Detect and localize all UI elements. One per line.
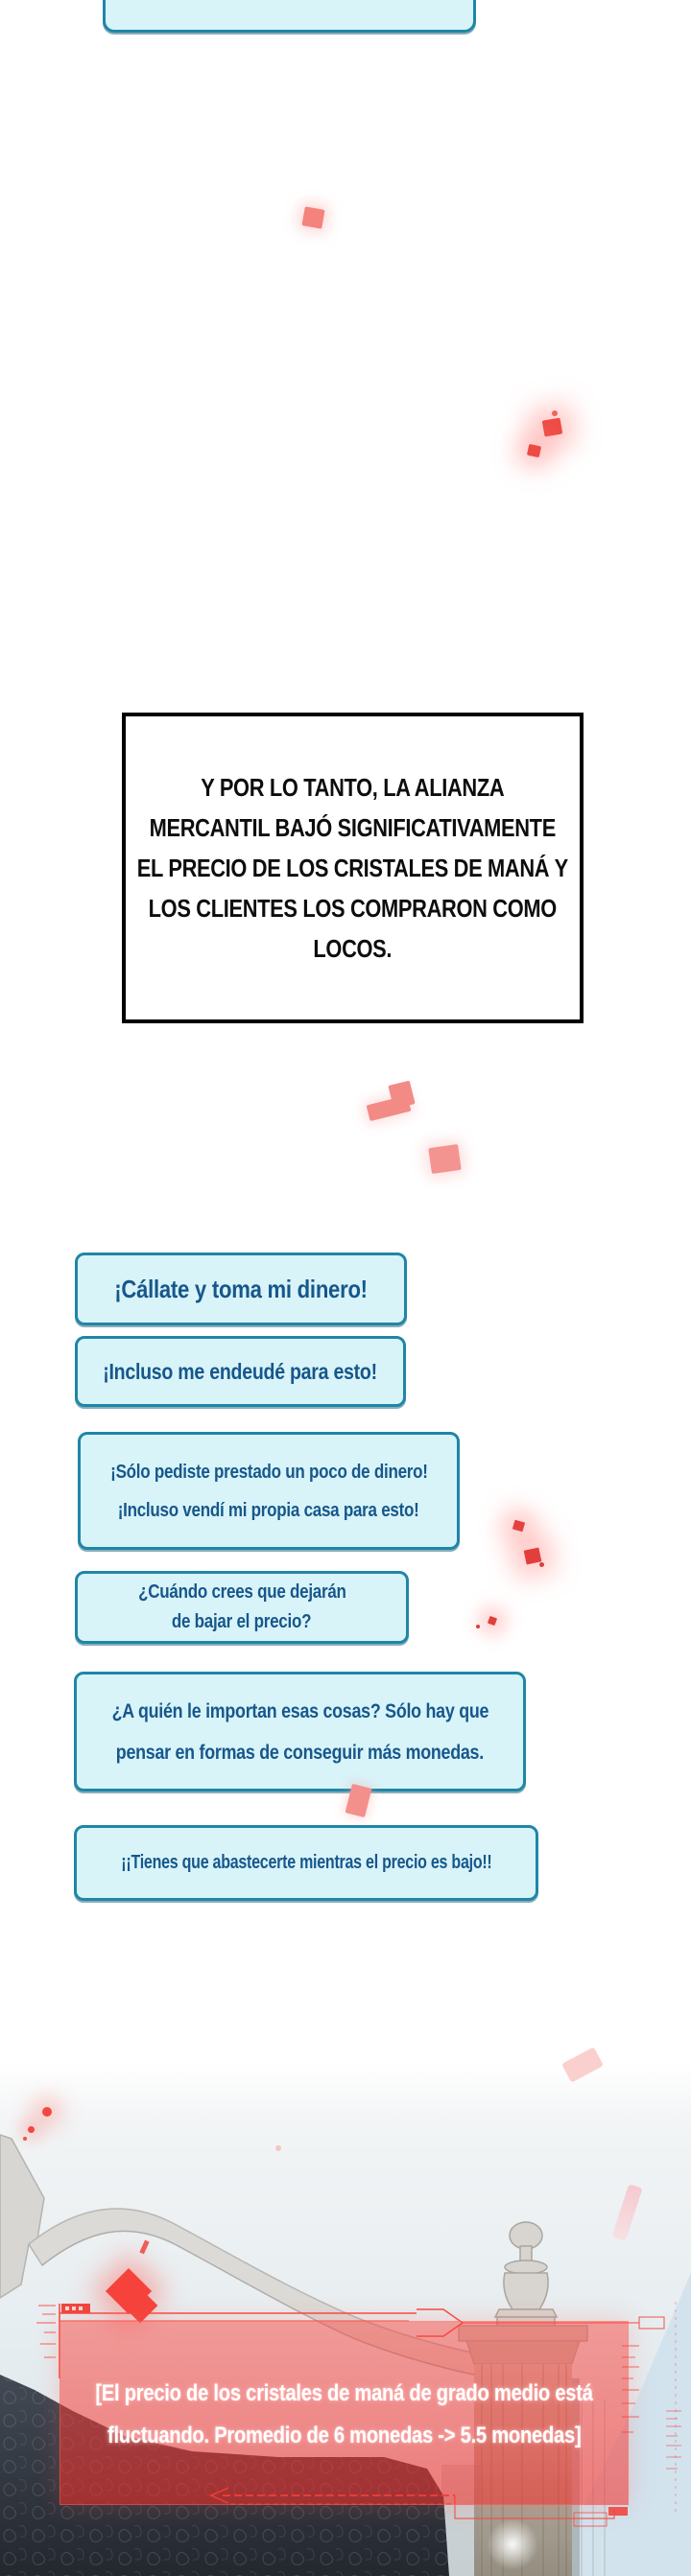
mana-shard-particle <box>552 410 558 416</box>
mana-shard-particle <box>301 206 324 228</box>
speech-text: ¿A quién le importan esas cosas? Sólo hay que <box>111 1699 488 1722</box>
system-message-panel <box>60 2321 629 2505</box>
speech-text: ¿Cuándo crees que dejarán <box>137 1581 346 1603</box>
speech-text: de bajar el precio? <box>172 1611 312 1632</box>
bedroom-scene <box>0 2062 691 2576</box>
narration-text: Y POR LO TANTO, LA ALIANZA MERCANTIL BAJÓ SIGNIFICATIVAMENTE EL PRECIO DE LOS CRISTALES DE MANÁ Y LOS CLIENTES LOS COMPRARON COMO LOCOS. <box>136 773 569 963</box>
mana-shard-particle <box>512 1520 525 1533</box>
mana-shard-particle <box>524 1548 542 1565</box>
speech-text: ¡Cállate y toma mi dinero! <box>114 1274 368 1303</box>
mana-shard-particle <box>428 1144 461 1174</box>
speech-bubble <box>74 1825 538 1901</box>
speech-text: ¡Sólo pediste prestado un poco de dinero! <box>109 1461 428 1483</box>
narration-box <box>122 713 584 1023</box>
mana-glow-particle <box>42 2107 52 2117</box>
mana-shard-particle <box>388 1081 415 1110</box>
mana-shard-particle <box>476 1625 480 1628</box>
system-message-text: [El precio de los cristales de maná de grado medio está fluctuando. Promedio de 6 monedas -> 5.5 monedas] <box>95 2380 593 2448</box>
mana-shard-particle <box>542 417 563 436</box>
speech-bubble <box>75 1336 406 1407</box>
headboard-post <box>0 2135 44 2298</box>
speech-bubble <box>75 1571 409 1644</box>
mana-shard-particle <box>527 444 541 457</box>
speech-text: ¡¡Tienes que abastecerte mientras el precio es bajo!! <box>120 1852 492 1873</box>
light-glow <box>485 2517 540 2572</box>
mana-shard-particle <box>488 1616 497 1626</box>
speech-text: ¡Incluso me endeudé para esto! <box>103 1358 378 1384</box>
mana-shard-particle <box>539 1562 544 1567</box>
mana-glow-particle <box>275 2145 281 2151</box>
speech-text: pensar en formas de conseguir más monedas. <box>115 1741 485 1764</box>
speech-bubble-partial-top <box>103 0 476 33</box>
speech-text: ¡Incluso vendí mi propia casa para esto! <box>118 1499 419 1521</box>
mana-glow-particle <box>23 2137 27 2141</box>
speech-bubble <box>75 1253 407 1325</box>
mana-glow-particle <box>28 2126 35 2133</box>
speech-bubble <box>78 1432 460 1550</box>
speech-bubble <box>74 1672 526 1791</box>
bedpost-finial <box>495 2222 557 2327</box>
